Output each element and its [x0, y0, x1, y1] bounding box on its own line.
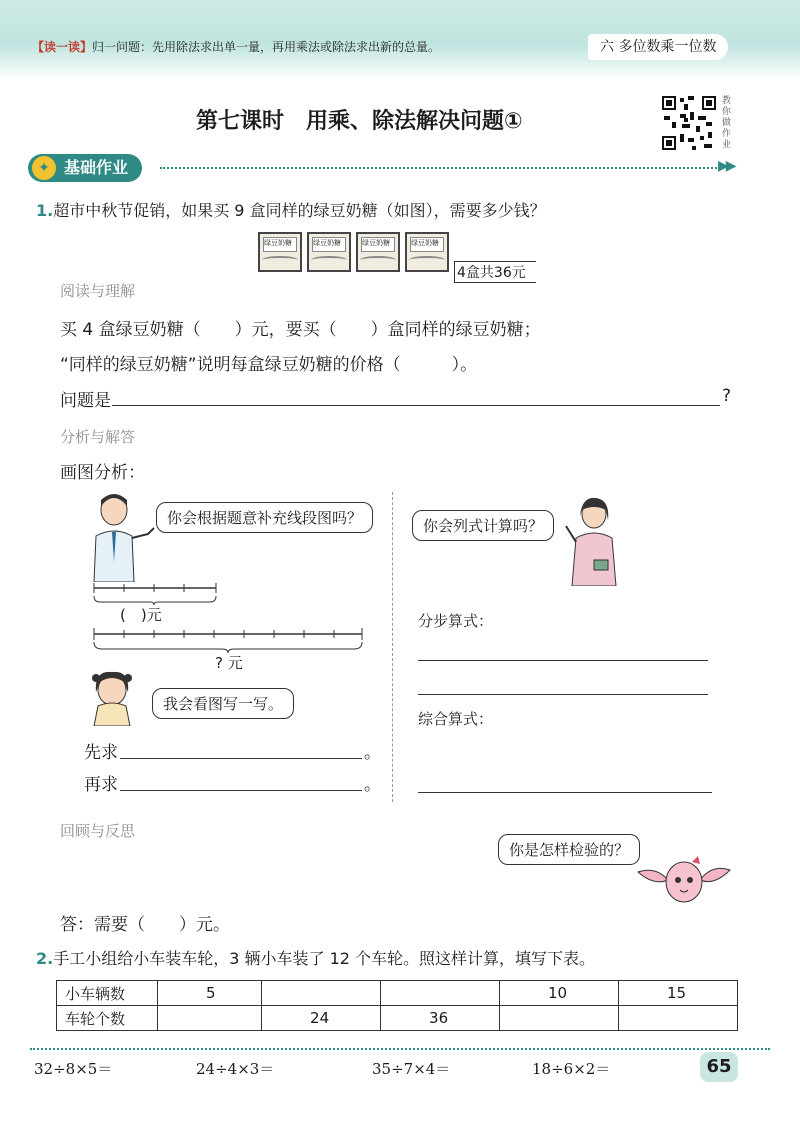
table-cell[interactable]: [262, 981, 381, 1006]
table-cell[interactable]: [381, 981, 500, 1006]
segment-1-label[interactable]: ( )元: [120, 606, 162, 624]
footer-divider: [30, 1048, 770, 1050]
question-2-text: 手工小组给小车装车轮，3 辆小车装了 12 个车轮。照这样计算，填写下表。: [53, 949, 596, 968]
unit-tag: 六 多位数乘一位数: [588, 34, 728, 60]
page-number: 65: [700, 1052, 738, 1082]
qr-side-text: 教你做作业: [722, 96, 732, 150]
candy-box-wave: [360, 256, 396, 264]
section-header: [28, 154, 748, 184]
answer-line[interactable]: 答：需要（ ）元。: [60, 915, 230, 935]
footer-calc-3[interactable]: 35÷7×4＝: [372, 1060, 451, 1078]
table-row-header: 小车辆数: [57, 981, 158, 1006]
question-1-text: 超市中秋节促销，如果买 9 盒同样的绿豆奶糖（如图），需要多少钱？: [53, 201, 546, 220]
step-formula-line-1[interactable]: [418, 660, 708, 661]
girl-speech-bubble: 我会看图写一写。: [152, 688, 294, 719]
price-tag: 4盒共36元: [454, 261, 536, 283]
table-cell[interactable]: 5: [158, 981, 262, 1006]
table-cell[interactable]: 24: [262, 1006, 381, 1031]
candy-boxes: [258, 232, 458, 276]
candy-box-label: 绿豆奶糖: [263, 237, 297, 252]
analysis-label: 分析与解答: [60, 428, 136, 446]
candy-box: [258, 232, 302, 272]
girl-character-icon: [84, 668, 140, 726]
segment-2-label: ? 元: [215, 654, 243, 672]
reading-line-2[interactable]: “同样的绿豆奶糖”说明每盒绿豆奶糖的价格（ ）。: [60, 355, 478, 375]
review-label: 回顾与反思: [60, 822, 136, 840]
footer-calc-2[interactable]: 24÷4×3＝: [196, 1060, 275, 1078]
question-2: [36, 946, 595, 969]
combined-formula-label: 综合算式：: [418, 710, 494, 728]
first-step-line[interactable]: [120, 758, 362, 759]
mascot-character-icon: [636, 852, 732, 908]
table-row: [57, 1006, 738, 1031]
footer-calc-1[interactable]: 32÷8×5＝: [34, 1060, 113, 1078]
lesson-title: 第七课时 用乘、除法解决问题①: [196, 109, 523, 134]
teacher-character-icon: [556, 496, 628, 586]
step-formula-line-2[interactable]: [418, 694, 708, 695]
candy-box-label: 绿豆奶糖: [361, 237, 395, 252]
footer-calc-4[interactable]: 18÷6×2＝: [532, 1060, 611, 1078]
reading-tip-text: 归一问题：先用除法求出单一量，再用乘法或除法求出新的总量。: [92, 40, 441, 54]
question-1-number: 1.: [36, 201, 54, 220]
table-cell[interactable]: [619, 1006, 738, 1031]
table-cell[interactable]: 36: [381, 1006, 500, 1031]
table-cell[interactable]: [500, 1006, 619, 1031]
candy-box: [307, 232, 351, 272]
reading-tip-label: 【读一读】: [32, 40, 93, 54]
question-2-number: 2.: [36, 949, 54, 968]
wheel-table: [56, 980, 738, 1031]
table-cell[interactable]: 10: [500, 981, 619, 1006]
boy-character-icon: [86, 492, 158, 582]
question-suffix: ?: [722, 386, 732, 406]
lightbulb-icon: ✦: [32, 156, 56, 180]
reading-label: 阅读与理解: [60, 282, 136, 300]
candy-box: [405, 232, 449, 272]
table-row: [57, 981, 738, 1006]
candy-box: [356, 232, 400, 272]
column-divider: [392, 492, 393, 802]
question-1: [36, 198, 546, 221]
section-divider: [160, 167, 720, 169]
double-arrow-icon: ▶▶: [718, 158, 734, 174]
combined-formula-line[interactable]: [418, 792, 712, 793]
segment-diagram-2[interactable]: [90, 624, 370, 654]
first-step-period: 。: [364, 743, 381, 763]
question-prefix: 问题是: [60, 391, 111, 411]
candy-box-label: 绿豆奶糖: [410, 237, 444, 252]
mascot-speech-bubble: 你是怎样检验的？: [498, 834, 640, 865]
section-label: 基础作业: [28, 154, 142, 182]
then-step-label: 再求: [84, 775, 118, 795]
table-cell[interactable]: 15: [619, 981, 738, 1006]
segment-diagram-1[interactable]: [90, 580, 230, 606]
reading-tip: [32, 38, 440, 55]
first-step-label: 先求: [84, 743, 118, 763]
candy-box-label: 绿豆奶糖: [312, 237, 346, 252]
step-formula-label: 分步算式：: [418, 612, 494, 630]
candy-box-wave: [409, 256, 445, 264]
then-step-period: 。: [364, 775, 381, 795]
qr-code-icon[interactable]: [660, 94, 718, 152]
reading-line-1[interactable]: 买 4 盒绿豆奶糖（ ）元，要买（ ）盒同样的绿豆奶糖；: [60, 320, 541, 340]
teacher-speech-bubble: 你会列式计算吗？: [412, 510, 554, 541]
question-answer-line[interactable]: [112, 405, 720, 406]
table-row-header: 车轮个数: [57, 1006, 158, 1031]
boy-speech-bubble: 你会根据题意补充线段图吗？: [156, 502, 373, 533]
table-cell[interactable]: [158, 1006, 262, 1031]
candy-box-wave: [262, 256, 298, 264]
then-step-line[interactable]: [120, 790, 362, 791]
candy-box-wave: [311, 256, 347, 264]
diagram-label: 画图分析：: [60, 463, 145, 483]
